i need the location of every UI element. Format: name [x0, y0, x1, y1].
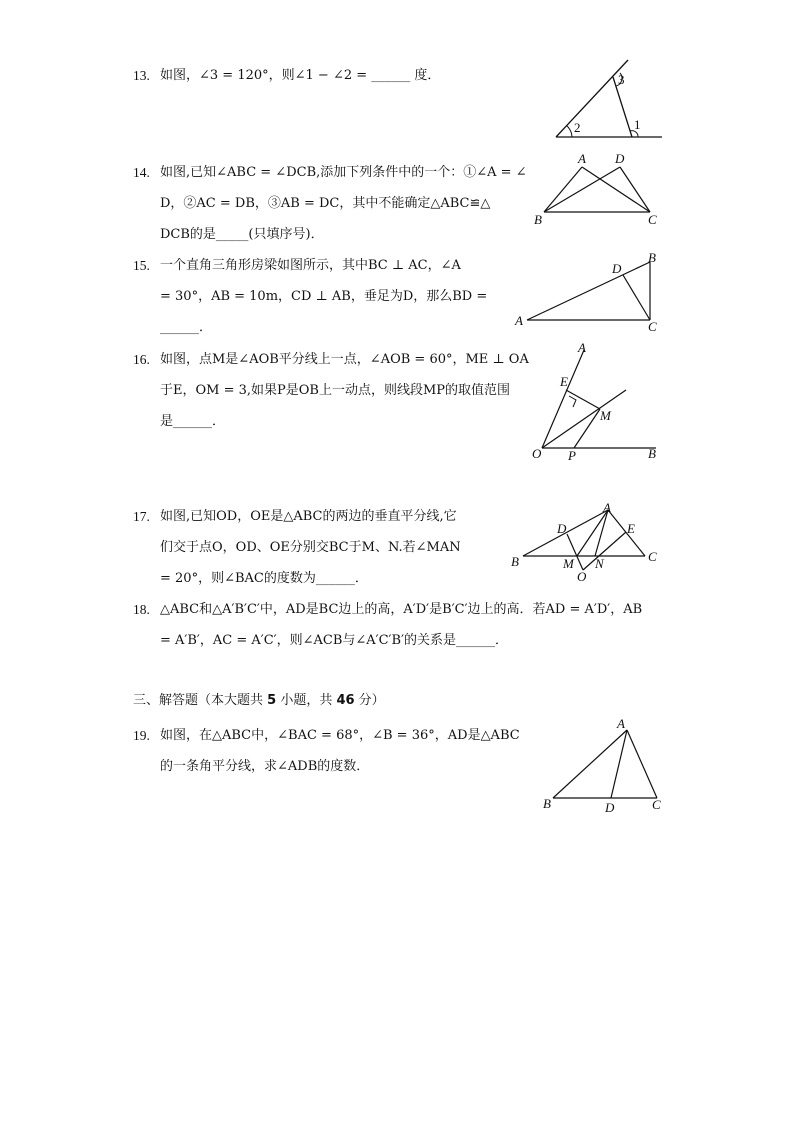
question-text: △ABC和△A′B′C′中，AD是BC边上的高，A′D′是B′C′边上的高．若AD = A′D′，AB: [160, 602, 643, 617]
question-text: 一个直角三角形房梁如图所示，其中BC ⊥ AC，∠A: [160, 258, 461, 273]
right-angle-mark: [569, 396, 576, 407]
angle-arc-2: [567, 126, 572, 137]
label-O: O: [532, 446, 542, 461]
segment-AC: [627, 730, 657, 798]
label-C: C: [652, 797, 661, 812]
label-P: P: [568, 448, 576, 463]
question-text: D，②AC = DB，③AB = DC，其中不能确定△ABC≌△: [160, 196, 491, 211]
label-D: D: [615, 151, 625, 166]
label-D: D: [605, 800, 615, 815]
question-number: 14.: [133, 165, 150, 180]
label-D: D: [612, 261, 622, 276]
question-text: 如图，∠3 = 120°，则∠1 − ∠2 = ______ 度．: [160, 68, 441, 83]
label-B: B: [648, 250, 656, 265]
question-number: 19.: [133, 728, 150, 743]
label-B: B: [648, 446, 656, 461]
label-C: C: [648, 319, 657, 334]
segment-CD: [623, 275, 650, 320]
label-E: E: [627, 521, 635, 536]
segment-AB: [553, 730, 627, 798]
figure-17: [505, 498, 665, 586]
label-2: 2: [574, 120, 581, 135]
segment-ME: [566, 390, 600, 409]
label-E: E: [560, 374, 568, 389]
segment-DC: [620, 167, 650, 212]
figure-13: [550, 55, 665, 145]
question-text: 如图,已知OD，OE是△ABC的两边的垂直平分线,它: [160, 509, 457, 524]
segment-DB: [544, 167, 620, 212]
figure-14: [530, 150, 665, 230]
figure-19: [535, 712, 670, 817]
question-text: 如图，在△ABC中，∠BAC = 68°，∠B = 36°，AD是△ABC: [160, 728, 520, 743]
section-title: [133, 689, 385, 708]
label-3: 3: [618, 72, 625, 87]
label-B: B: [511, 554, 519, 569]
segment-AB: [527, 262, 650, 320]
question-text: = A′B′，AC = A′C′，则∠ACB与∠A′C′B′的关系是______．: [160, 633, 509, 648]
question-number: 15.: [133, 258, 150, 273]
label-B: B: [543, 796, 551, 811]
question-text: 如图，点M是∠AOB平分线上一点，∠AOB = 60°，ME ⊥ OA: [160, 352, 529, 367]
label-A: A: [515, 313, 523, 328]
label-O: O: [577, 569, 587, 584]
section-title-mid: 小题，共: [276, 693, 337, 708]
label-A: A: [578, 340, 586, 355]
question-text: = 20°，则∠BAC的度数为______．: [160, 571, 368, 586]
label-B: B: [534, 212, 542, 227]
question-text: 于E，OM = 3,如果P是OB上一动点，则线段MP的取值范围: [160, 383, 511, 398]
segment-AC: [582, 167, 650, 212]
segment-MP: [574, 409, 600, 448]
segment-AB: [544, 167, 582, 212]
figure-16: [528, 340, 668, 465]
section-title-prefix: 三、解答题（本大题共: [133, 693, 268, 708]
question-number: 13.: [133, 68, 150, 83]
question-text: 们交于点O，OD、OE分别交BC于M、N.若∠MAN: [160, 540, 461, 555]
label-A: A: [617, 716, 625, 731]
segment-AD: [611, 730, 627, 798]
question-number: 16.: [133, 352, 150, 367]
label-C: C: [648, 549, 657, 564]
question-text: 的一条角平分线，求∠ADB的度数．: [160, 759, 370, 774]
figure-15: [510, 245, 670, 335]
section-score: 46: [336, 693, 355, 708]
question-text: ______．: [160, 320, 213, 335]
label-A: A: [578, 151, 586, 166]
question-text: 如图,已知∠ABC = ∠DCB,添加下列条件中的一个：①∠A = ∠: [160, 165, 527, 180]
label-1: 1: [634, 117, 641, 132]
section-question-count: 5: [267, 693, 277, 708]
question-text: = 30°，AB = 10m，CD ⊥ AB，垂足为D，那么BD =: [160, 289, 488, 304]
label-A: A: [603, 500, 611, 515]
label-M: M: [563, 556, 574, 571]
label-N: N: [595, 556, 604, 571]
label-D: D: [557, 521, 567, 536]
question-text: 是______．: [160, 414, 226, 429]
label-M: M: [600, 408, 611, 423]
segment-AM: [577, 510, 608, 556]
question-number: 18.: [133, 602, 150, 617]
label-C: C: [648, 212, 657, 227]
section-title-suffix: 分）: [354, 693, 385, 708]
question-number: 17.: [133, 509, 150, 524]
question-text: DCB的是_____(只填序号)．: [160, 227, 324, 242]
